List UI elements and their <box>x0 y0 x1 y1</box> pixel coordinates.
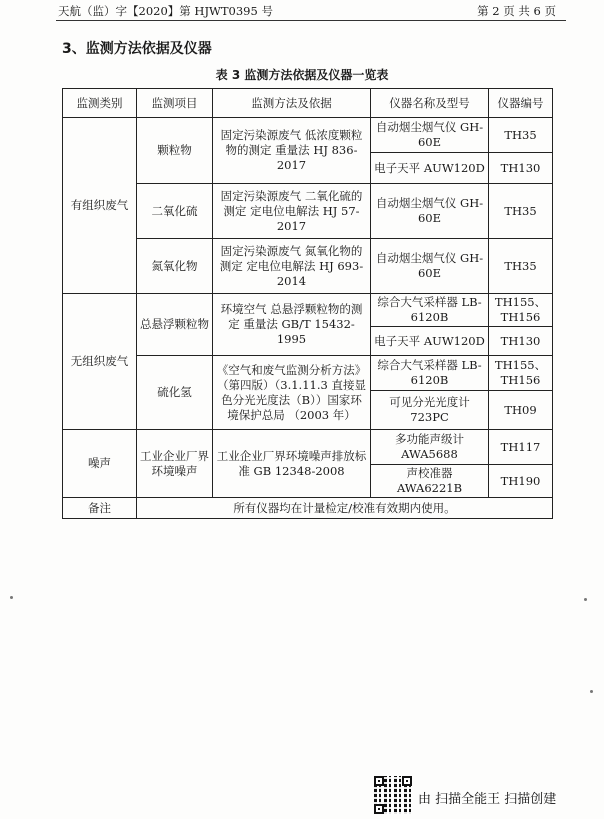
instrument-cell: 综合大气采样器 LB-6120B <box>371 356 489 391</box>
instrument-number-cell: TH155、TH156 <box>489 356 553 391</box>
instrument-number-cell: TH35 <box>489 118 553 153</box>
instrument-number-cell: TH130 <box>489 153 553 184</box>
category-cell: 无组织废气 <box>63 294 137 430</box>
qr-code-icon <box>374 776 412 814</box>
instrument-number-cell: TH09 <box>489 391 553 430</box>
instrument-cell: 综合大气采样器 LB-6120B <box>371 294 489 327</box>
table-row <box>63 118 553 153</box>
category-cell: 噪声 <box>63 430 137 498</box>
scan-speck <box>590 690 593 693</box>
section-title: 3、监测方法依据及仪器 <box>62 41 212 57</box>
table-caption: 表 3 监测方法依据及仪器一览表 <box>215 68 389 82</box>
item-cell: 颗粒物 <box>137 118 213 184</box>
table-row <box>63 356 553 391</box>
col-header-item: 监测项目 <box>137 89 213 118</box>
scanner-watermark: 由 扫描全能王 扫描创建 <box>418 792 557 807</box>
note-label: 备注 <box>63 498 137 519</box>
method-cell: 《空气和废气监测分析方法》（第四版）（3.1.11.3 直接显色分光光度法（B））国家环境保护总局 （2003 年） <box>213 356 371 430</box>
instrument-number-cell: TH155、TH156 <box>489 294 553 327</box>
instrument-cell: 自动烟尘烟气仪 GH-60E <box>371 239 489 294</box>
method-cell: 固定污染源废气 二氧化硫的测定 定电位电解法 HJ 57-2017 <box>213 184 371 239</box>
instrument-number-cell: TH130 <box>489 327 553 356</box>
col-header-category: 监测类别 <box>63 89 137 118</box>
instrument-cell: 电子天平 AUW120D <box>371 327 489 356</box>
table-row <box>63 294 553 327</box>
method-cell: 固定污染源废气 氮氧化物的测定 定电位电解法 HJ 693-2014 <box>213 239 371 294</box>
instrument-number-cell: TH35 <box>489 239 553 294</box>
table-header-row <box>63 89 553 118</box>
page-number: 第 2 页 共 6 页 <box>477 4 556 18</box>
col-header-instrument: 仪器名称及型号 <box>371 89 489 118</box>
instrument-cell: 自动烟尘烟气仪 GH-60E <box>371 184 489 239</box>
category-cell: 有组织废气 <box>63 118 137 294</box>
instrument-number-cell: TH117 <box>489 430 553 465</box>
report-number: 天航（监）字【2020】第 HJWT0395 号 <box>58 4 273 18</box>
method-cell: 固定污染源废气 低浓度颗粒物的测定 重量法 HJ 836-2017 <box>213 118 371 184</box>
table-row <box>63 239 553 294</box>
instrument-cell: 声校准器 AWA6221B <box>371 465 489 498</box>
method-cell: 环境空气 总悬浮颗粒物的测定 重量法 GB/T 15432-1995 <box>213 294 371 356</box>
instrument-cell: 可见分光光度计 723PC <box>371 391 489 430</box>
scan-speck <box>584 598 587 601</box>
instrument-number-cell: TH190 <box>489 465 553 498</box>
instrument-number-cell: TH35 <box>489 184 553 239</box>
table-note-row <box>63 498 553 519</box>
item-cell: 总悬浮颗粒物 <box>137 294 213 356</box>
monitoring-methods-table <box>62 88 553 519</box>
table-row <box>63 184 553 239</box>
col-header-number: 仪器编号 <box>489 89 553 118</box>
header-rule <box>56 20 566 21</box>
item-cell: 硫化氢 <box>137 356 213 430</box>
note-text: 所有仪器均在计量检定/校准有效期内使用。 <box>137 498 553 519</box>
table-row <box>63 430 553 465</box>
method-cell: 工业企业厂界环境噪声排放标准 GB 12348-2008 <box>213 430 371 498</box>
item-cell: 氮氧化物 <box>137 239 213 294</box>
item-cell: 工业企业厂界环境噪声 <box>137 430 213 498</box>
col-header-method: 监测方法及依据 <box>213 89 371 118</box>
scan-speck <box>10 596 13 599</box>
instrument-cell: 电子天平 AUW120D <box>371 153 489 184</box>
instrument-cell: 多功能声级计 AWA5688 <box>371 430 489 465</box>
instrument-cell: 自动烟尘烟气仪 GH-60E <box>371 118 489 153</box>
item-cell: 二氧化硫 <box>137 184 213 239</box>
